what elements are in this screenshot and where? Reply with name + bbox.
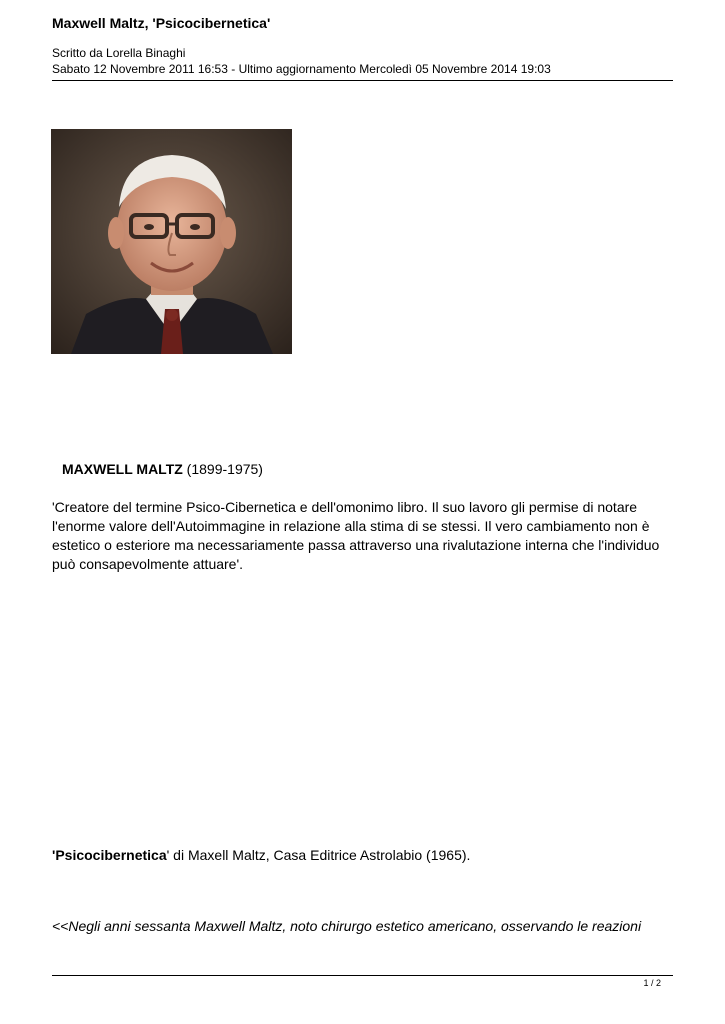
person-name: MAXWELL MALTZ	[62, 461, 183, 477]
book-title: 'Psicocibernetica	[52, 847, 167, 863]
quote-paragraph: 'Creatore del termine Psico-Cibernetica e dell'omonimo libro. Il suo lavoro gli permise di notare l'enorme valore dell'Autoimmagine in relazione alla stima di se stessi. Il vero cambiamento non è estetico o esteriore ma necessariamente passa attraverso una rivalutazione interna che l'individuo può consapevolmente attuare'.	[52, 499, 660, 572]
intro-paragraph: <<Negli anni sessanta Maxwell Maltz, noto chirurgo estetico americano, osservando le reazioni	[52, 918, 642, 934]
person-heading	[62, 461, 263, 477]
book-details: ' di Maxell Maltz, Casa Editrice Astrolabio (1965).	[166, 847, 471, 863]
book-reference	[52, 847, 470, 863]
dates-line: Sabato 12 Novembre 2011 16:53 - Ultimo aggiornamento Mercoledì 05 Novembre 2014 19:03	[52, 62, 551, 76]
footer-divider	[52, 975, 673, 976]
author-line: Scritto da Lorella Binaghi	[52, 46, 186, 60]
page-title: Maxwell Maltz, 'Psicocibernetica'	[52, 15, 271, 31]
portrait-photo	[51, 129, 292, 354]
header-divider	[52, 80, 673, 81]
page-number: 1 / 2	[643, 978, 661, 988]
person-years: (1899-1975)	[182, 461, 263, 477]
